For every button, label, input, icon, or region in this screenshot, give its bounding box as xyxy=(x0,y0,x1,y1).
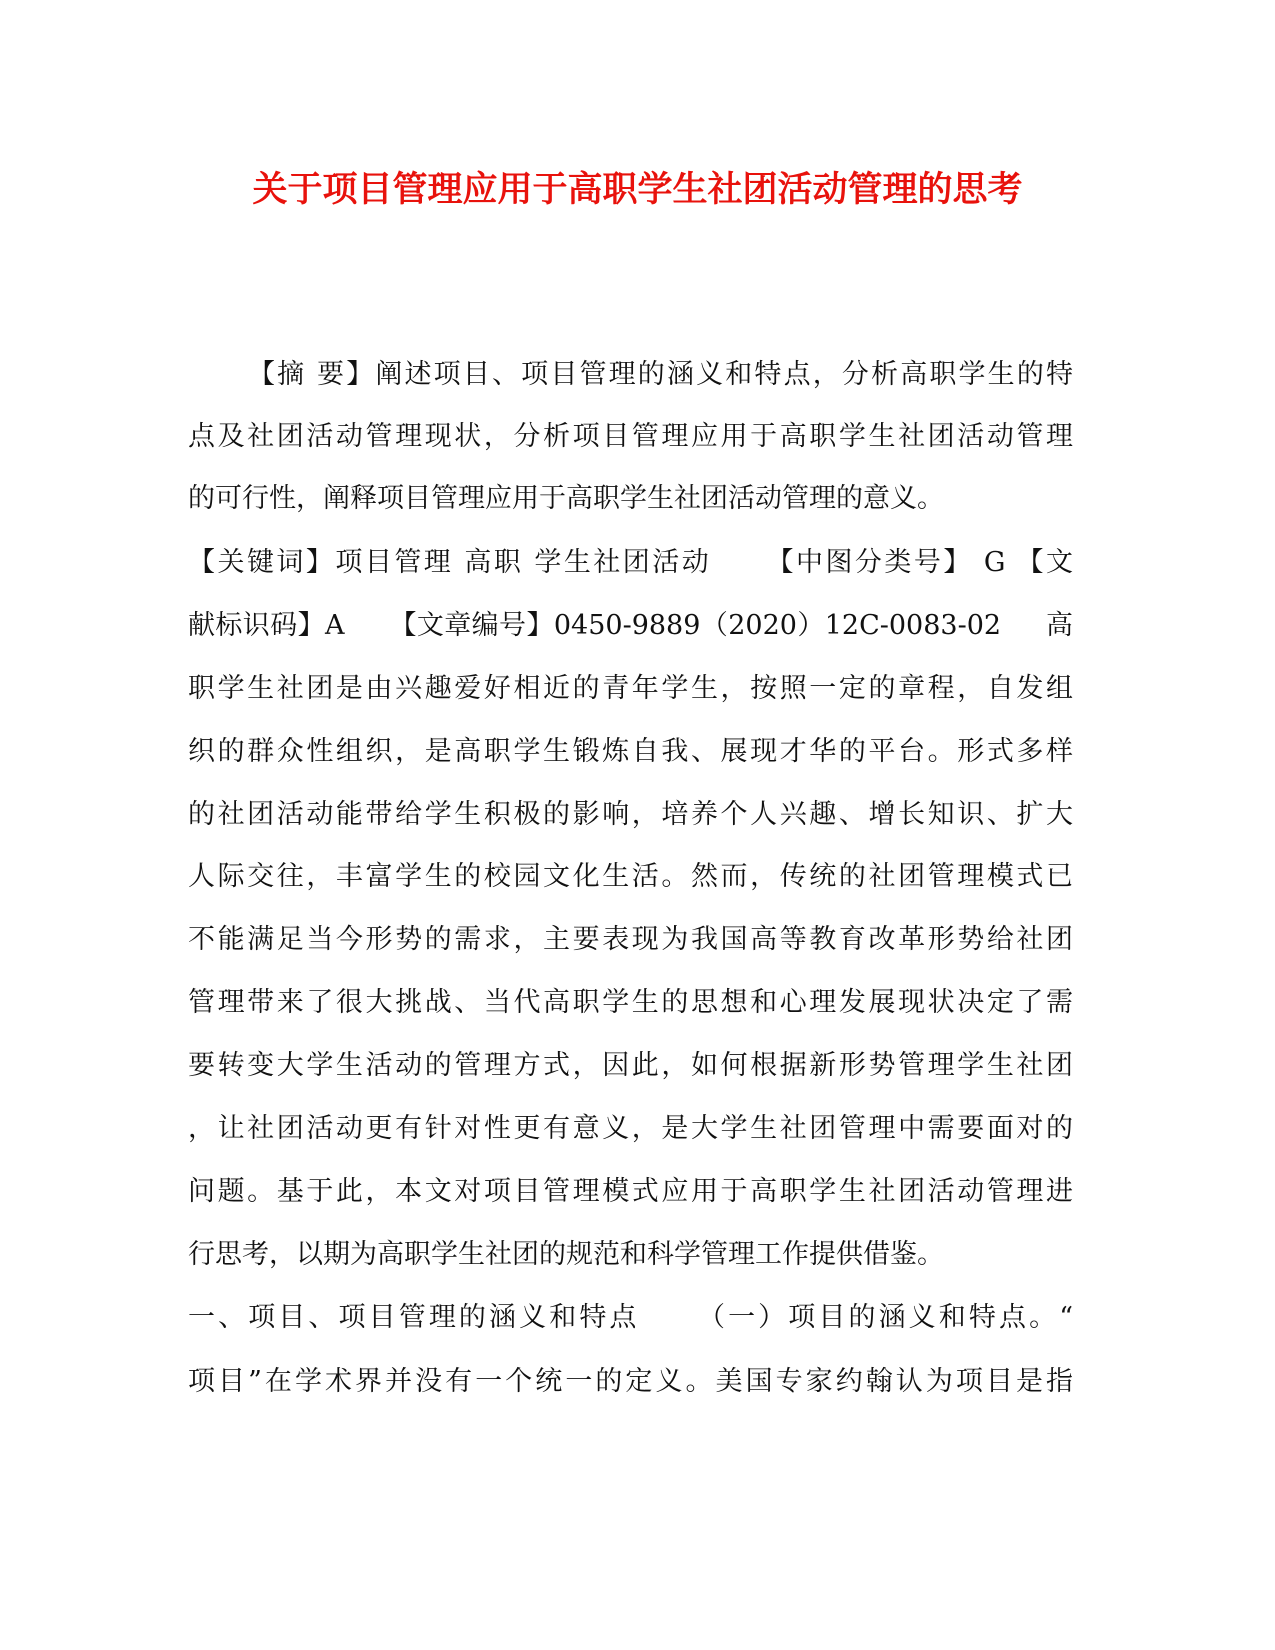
abstract-line-3: 的可行性，阐释项目管理应用于高职学生社团活动管理的意义。 xyxy=(188,483,944,514)
body-line-3: 的社团活动能带给学生积极的影响，培养个人兴趣、增长知识、扩大 xyxy=(188,799,1073,830)
abstract-line-1: 【摘 要】阐述项目、项目管理的涵义和特点，分析高职学生的特 xyxy=(248,359,1073,390)
body-line-5: 不能满足当今形势的需求，主要表现为我国高等教育改革形势给社团 xyxy=(188,924,1073,955)
section-heading-line: 一、项目、项目管理的涵义和特点 （一）项目的涵义和特点。“ xyxy=(188,1302,1073,1333)
body-line-1: 职学生社团是由兴趣爱好相近的青年学生，按照一定的章程，自发组 xyxy=(188,673,1073,704)
body-line-7: 要转变大学生活动的管理方式，因此，如何根据新形势管理学生社团 xyxy=(188,1050,1073,1081)
body-line-6: 管理带来了很大挑战、当代高职学生的思想和心理发展现状决定了需 xyxy=(188,987,1073,1018)
body-line-2: 织的群众性组织，是高职学生锻炼自我、展现才华的平台。形式多样 xyxy=(188,736,1073,767)
body-line-10: 行思考，以期为高职学生社团的规范和科学管理工作提供借鉴。 xyxy=(188,1239,944,1270)
body-line-9: 问题。基于此，本文对项目管理模式应用于高职学生社团活动管理进 xyxy=(188,1176,1073,1207)
document-title: 关于项目管理应用于高职学生社团活动管理的思考 xyxy=(252,169,1023,210)
body-line-8: ，让社团活动更有针对性更有意义，是大学生社团管理中需要面对的 xyxy=(188,1113,1073,1144)
abstract-line-2: 点及社团活动管理现状，分析项目管理应用于高职学生社团活动管理 xyxy=(188,421,1073,452)
keywords-line-2: 献标识码】A 【文章编号】0450-9889（2020）12C-0083-02 高 xyxy=(188,610,1073,641)
keywords-line-1: 【关键词】项目管理 高职 学生社团活动 【中图分类号】 G 【文 xyxy=(188,547,1073,578)
body-line-4: 人际交往，丰富学生的校园文化生活。然而，传统的社团管理模式已 xyxy=(188,861,1073,892)
section-body-line-1: 项目”在学术界并没有一个统一的定义。美国专家约翰认为项目是指 xyxy=(188,1366,1073,1397)
